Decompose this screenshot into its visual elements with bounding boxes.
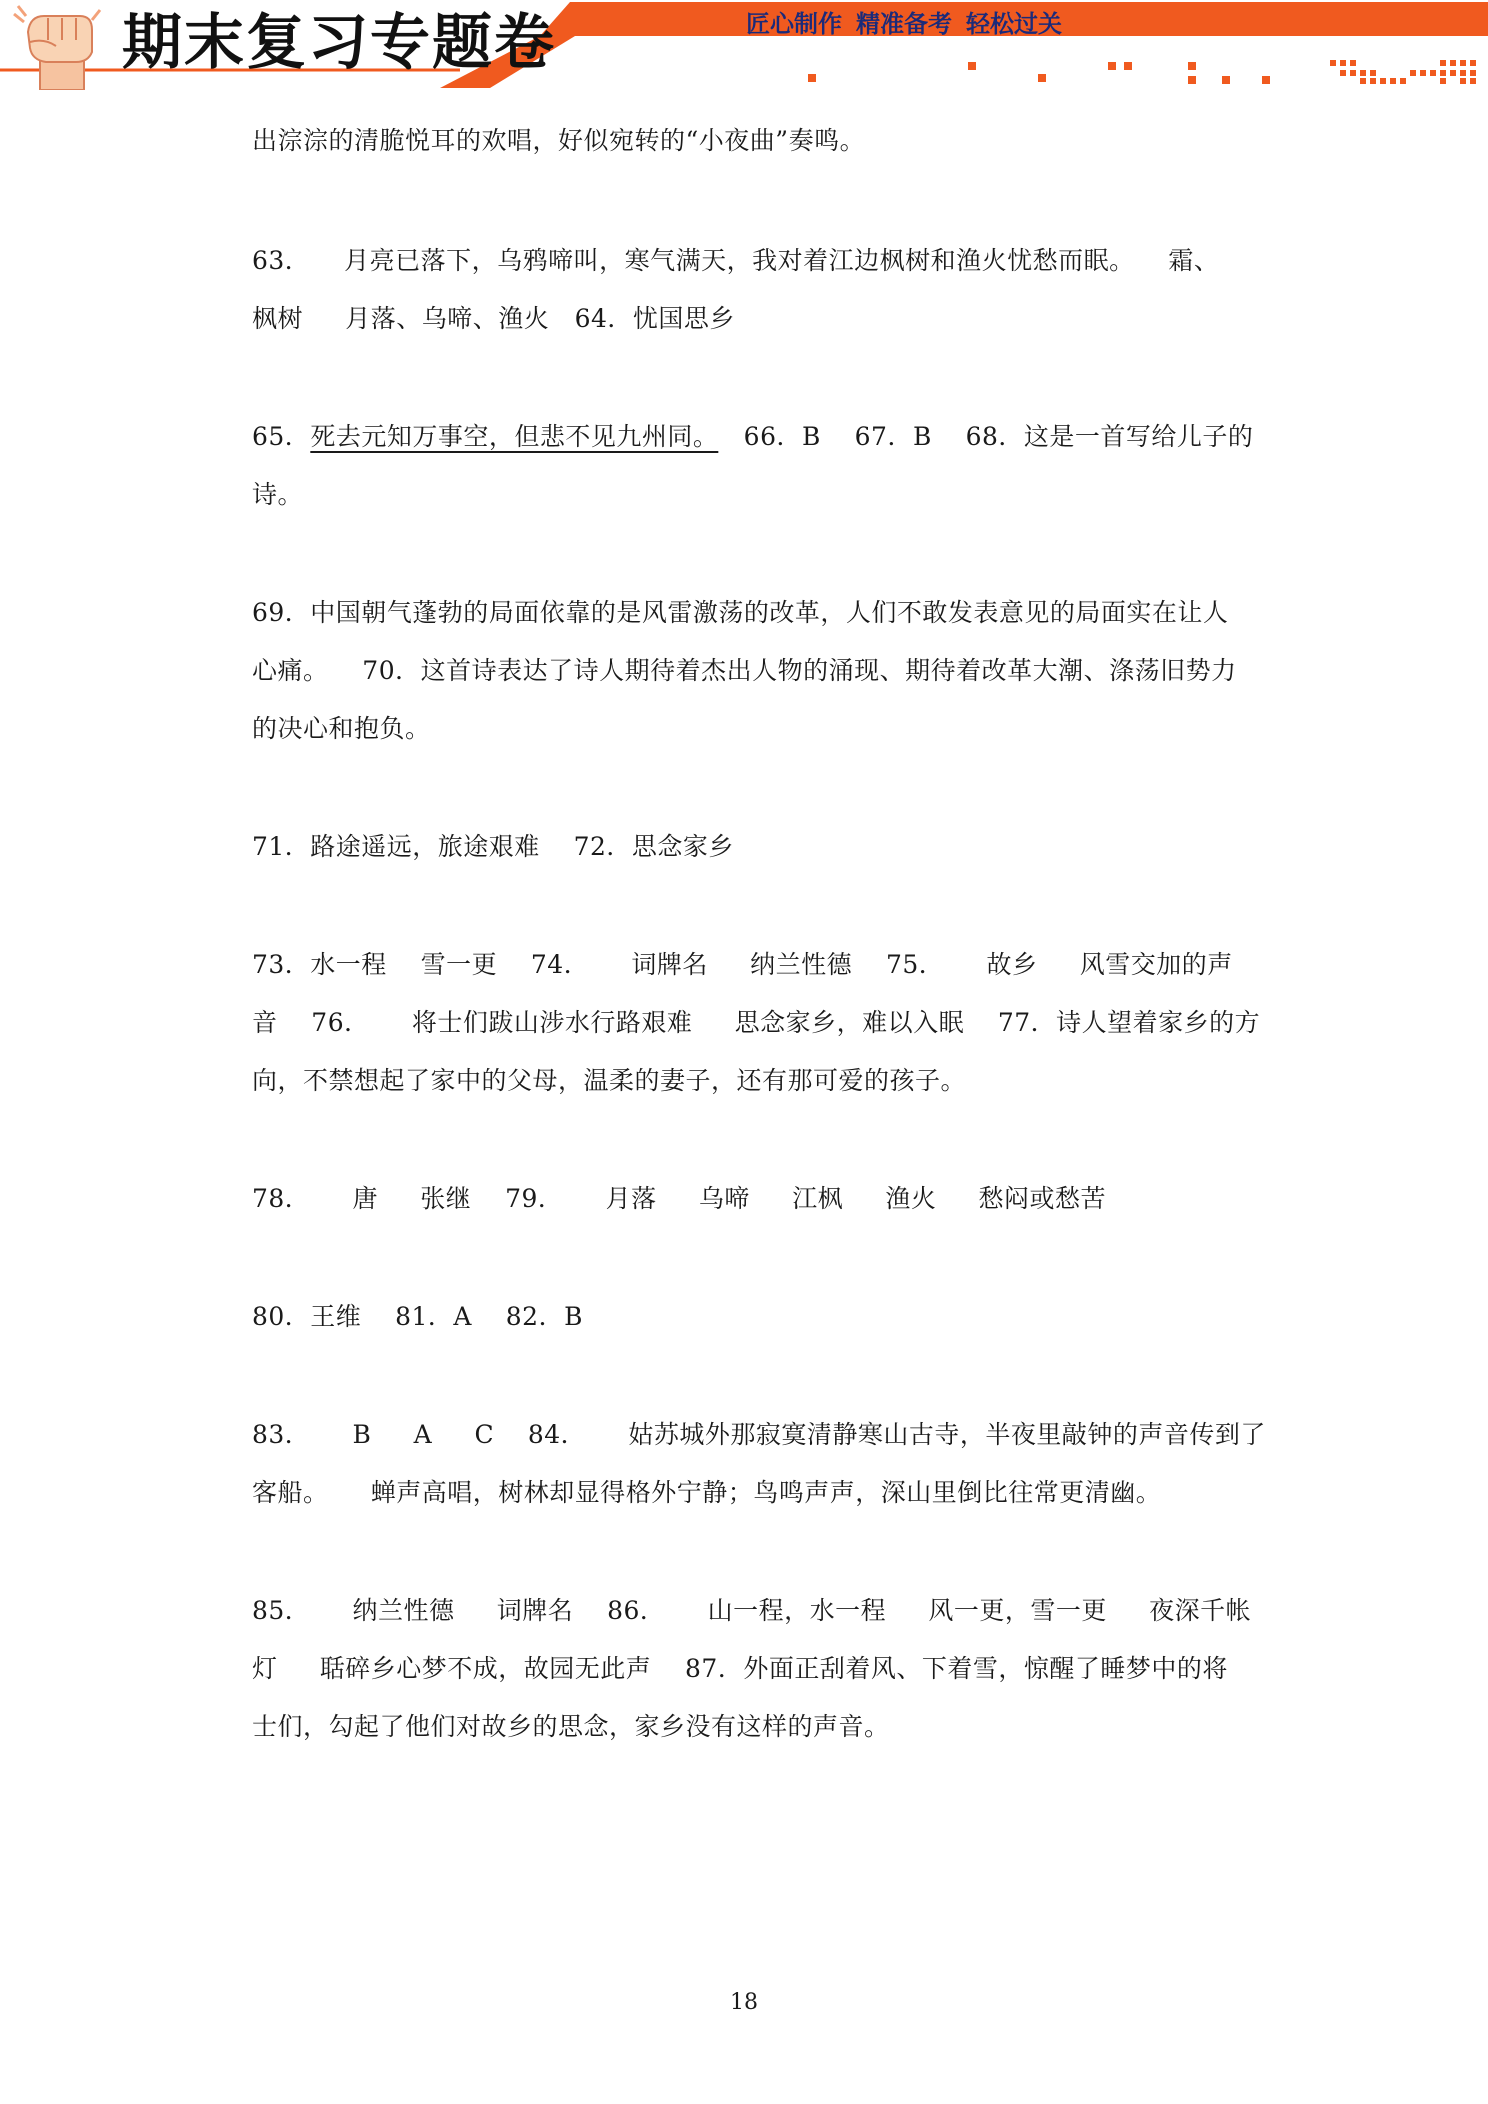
answer-line: 诗。	[252, 480, 304, 509]
answer-line: 69．中国朝气蓬勃的局面依靠的是风雷激荡的改革，人们不敢发表意见的局面实在让人	[252, 598, 1229, 627]
answer-line: 灯 聒碎乡心梦不成，故园无此声 87．外面正刮着风、下着雪，惊醒了睡梦中的将	[252, 1654, 1228, 1683]
answer-line: 73．水一程 雪一更 74． 词牌名 纳兰性德 75． 故乡 风雪交加的声	[252, 950, 1233, 979]
answer-line: 音 76． 将士们跋山涉水行路艰难 思念家乡，难以入眠 77．诗人望着家乡的方	[252, 1008, 1261, 1037]
answer-line: 出淙淙的清脆悦耳的欢唱，好似宛转的“小夜曲”奏鸣。	[252, 126, 866, 155]
answer-line: 85． 纳兰性德 词牌名 86． 山一程，水一程 风一更，雪一更 夜深千帐	[252, 1596, 1252, 1625]
header-banner	[0, 0, 1488, 90]
header-slogan	[746, 8, 1146, 40]
answer-line: 的决心和抱负。	[252, 714, 431, 743]
page-title: 期末复习专题卷	[122, 8, 556, 78]
page-number: 18	[730, 1990, 758, 2015]
answer-text: 66．B 67．B 68．这是一首写给儿子的	[718, 422, 1254, 451]
answer-line: 士们，勾起了他们对故乡的思念，家乡没有这样的声音。	[252, 1712, 890, 1741]
answer-line: 客船。 蝉声高唱，树林却显得格外宁静；鸟鸣声声，深山里倒比往常更清幽。	[252, 1478, 1162, 1507]
answer-line	[252, 420, 1253, 454]
answer-line: 83． B A C 84． 姑苏城外那寂寞清静寒山古寺，半夜里敲钟的声音传到了	[252, 1420, 1266, 1449]
answer-text: 65．	[252, 422, 311, 451]
answer-line: 向，不禁想起了家中的父母，温柔的妻子，还有那可爱的孩子。	[252, 1066, 967, 1095]
fist-icon	[14, 6, 100, 90]
slogan-3: 轻松过关	[966, 10, 1062, 38]
slogan-1: 匠心制作	[746, 10, 842, 38]
slogan-2: 精准备考	[856, 10, 952, 38]
answer-line: 枫树 月落、乌啼、渔火 64．忧国思乡	[252, 304, 735, 333]
answer-line: 78． 唐 张继 79． 月落 乌啼 江枫 渔火 愁闷或愁苦	[252, 1184, 1107, 1213]
answer-line: 63． 月亮已落下，乌鸦啼叫，寒气满天，我对着江边枫树和渔火忧愁而眠。 霜、	[252, 246, 1220, 275]
answer-line: 80．王维 81．A 82．B	[252, 1302, 583, 1331]
answer-line: 71．路途遥远，旅途艰难 72．思念家乡	[252, 832, 734, 861]
underlined-answer: 死去元知万事空，但悲不见九州同。	[310, 422, 719, 451]
answer-line: 心痛。 70．这首诗表达了诗人期待着杰出人物的涌现、期待着改革大潮、涤荡旧势力	[252, 656, 1237, 685]
